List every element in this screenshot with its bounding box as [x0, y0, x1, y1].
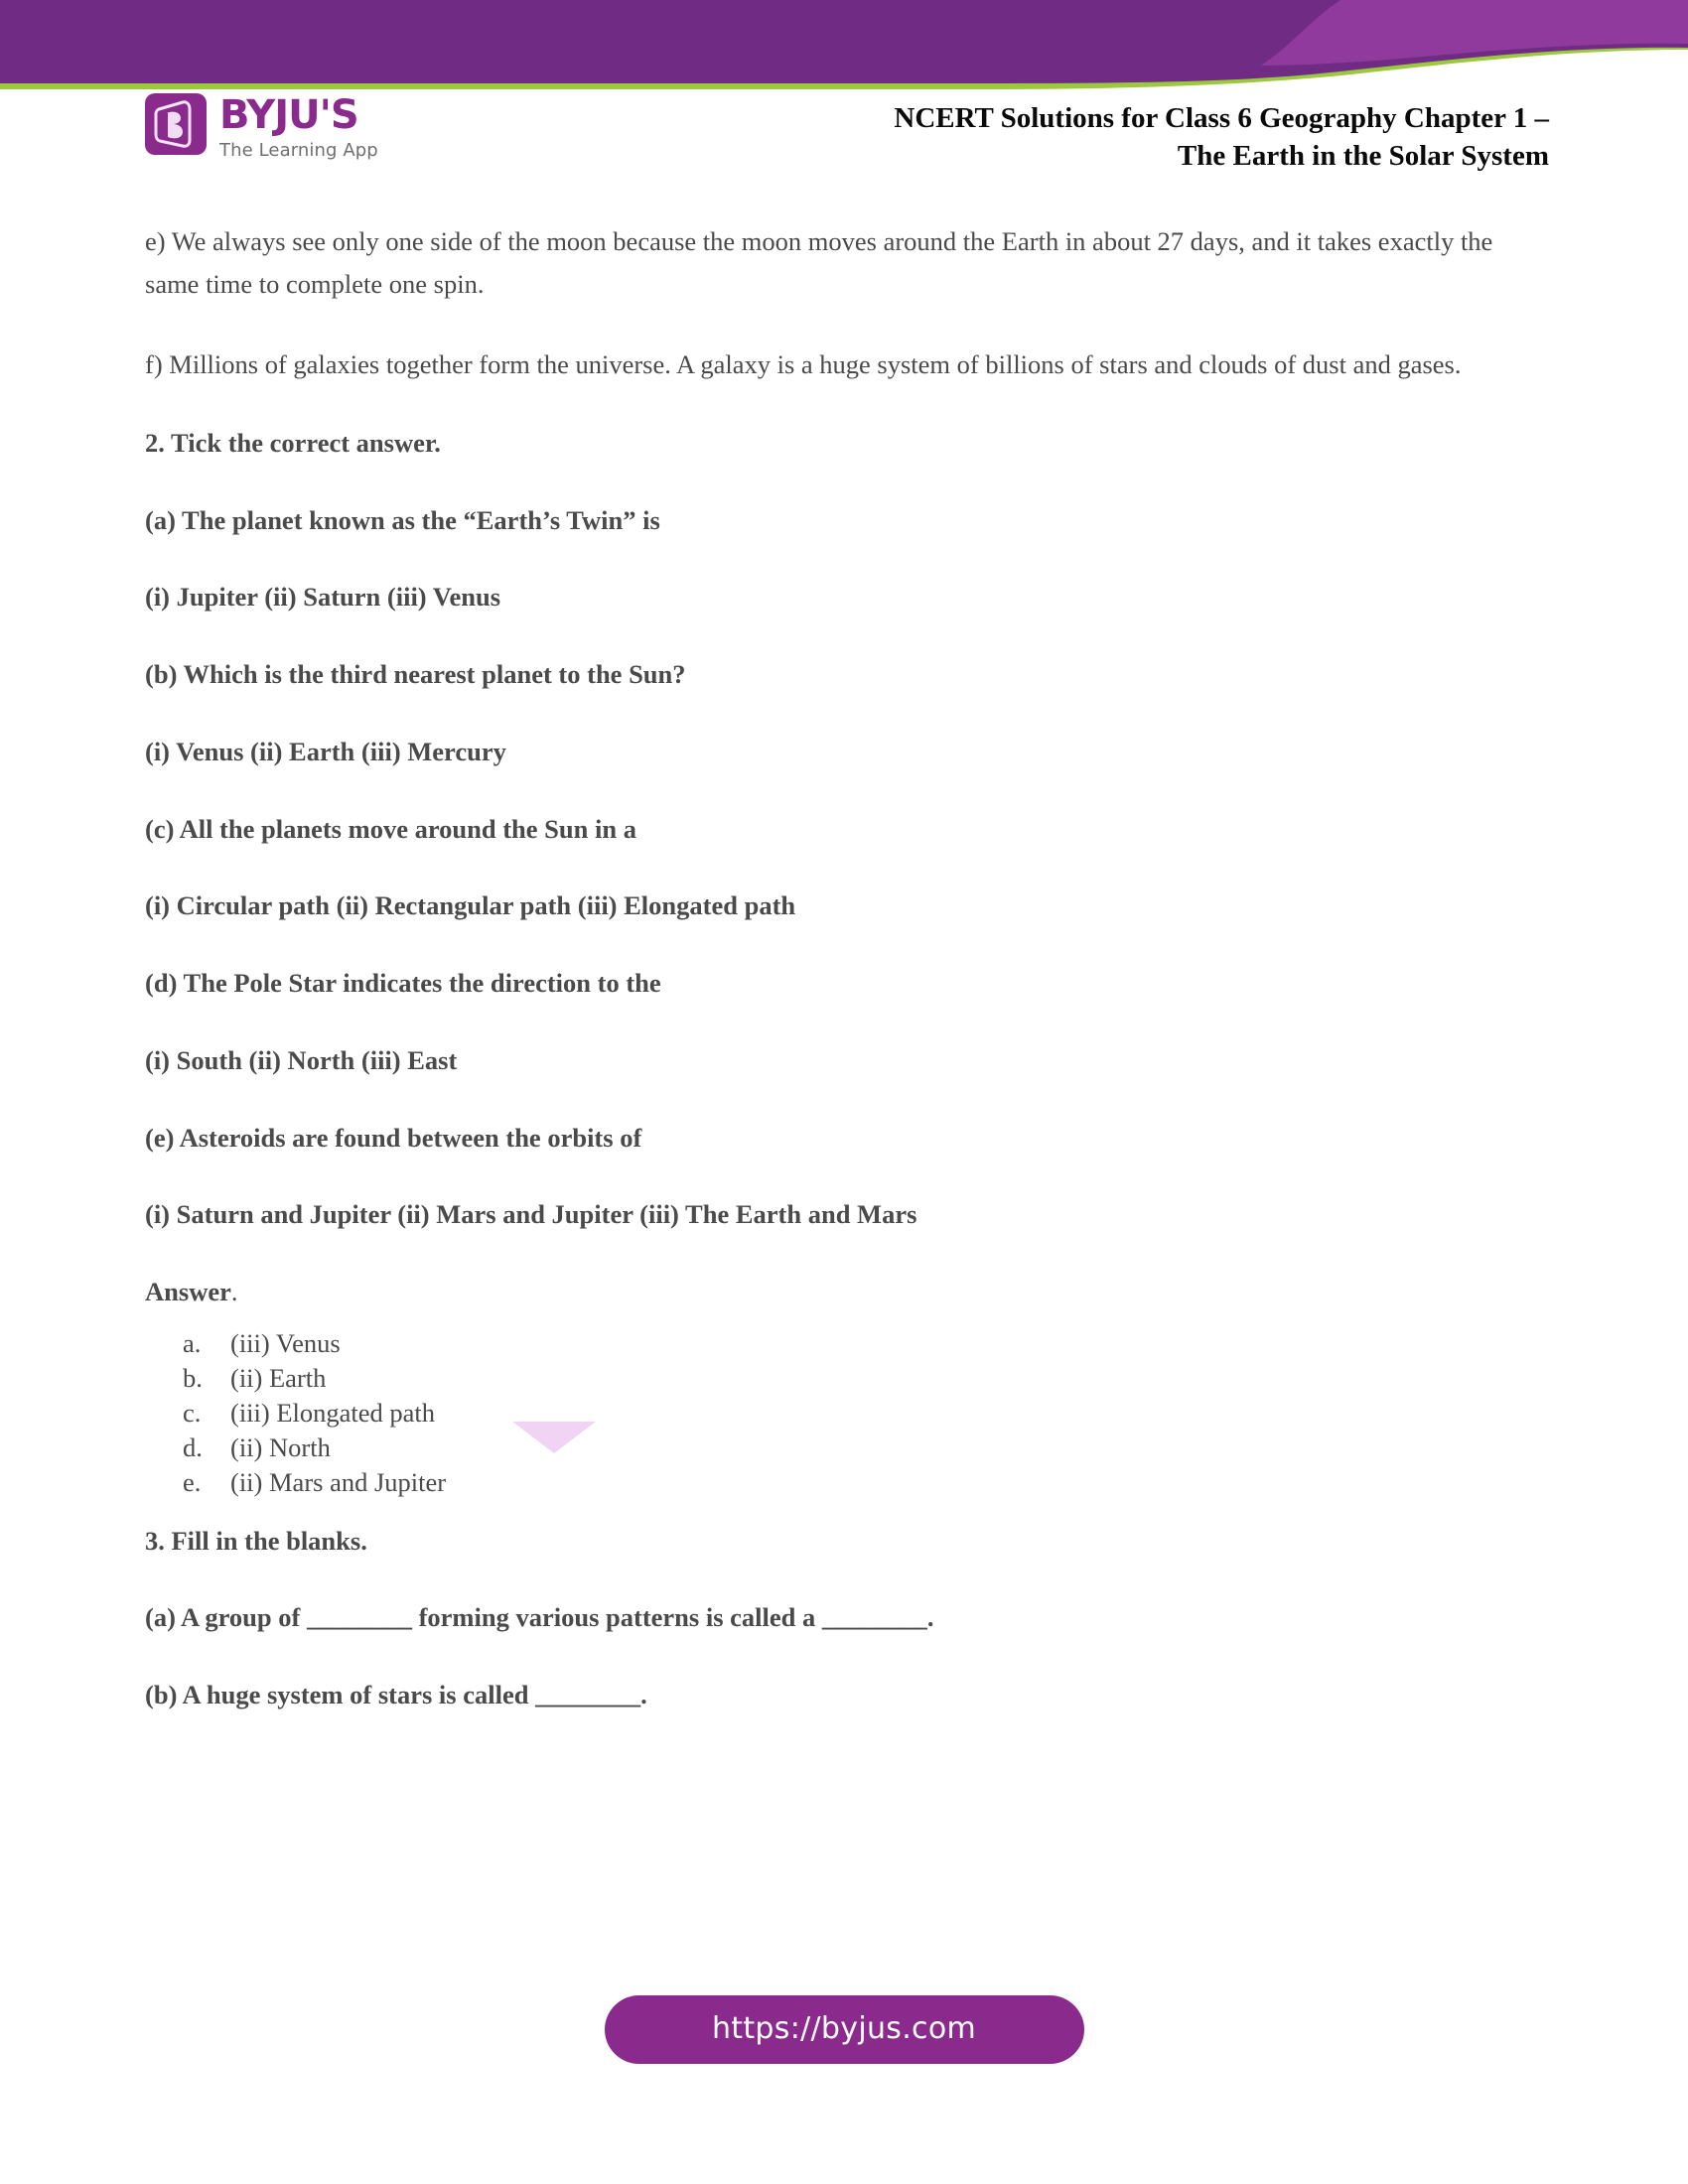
question-b-options: (i) Venus (ii) Earth (iii) Mercury [145, 736, 506, 766]
list-item [145, 1396, 1535, 1431]
list-item-text: (ii) Earth [230, 1362, 327, 1393]
list-item-marker: b. [183, 1362, 203, 1393]
list-item-text: (ii) North [230, 1432, 331, 1462]
list-item [145, 1326, 1535, 1361]
list-item [145, 1431, 1535, 1465]
question-a: (a) The planet known as the “Earth’s Twin” is [145, 504, 660, 535]
list-item-text: (iii) Elongated path [230, 1397, 436, 1428]
fill-blank-a: (a) A group of ________ forming various patterns is called a ________. [145, 1602, 934, 1633]
paragraph-e: e) We always see only one side of the moon because the moon moves around the Earth in about 27 days, and it takes exactly the same time to complete one spin. [145, 226, 1493, 299]
answer-list [145, 1326, 1535, 1500]
fill-blank-b: (b) A huge system of stars is called ________. [145, 1680, 647, 1710]
question-a-options: (i) Jupiter (ii) Saturn (iii) Venus [145, 582, 501, 613]
byjus-url-button[interactable]: https://byjus.com [605, 1995, 1084, 2064]
list-item [145, 1361, 1535, 1396]
list-item [145, 1465, 1535, 1500]
list-item-text: (iii) Venus [230, 1327, 341, 1358]
byjus-logo-wordmark: BYJU'S [219, 92, 358, 138]
question-d: (d) The Pole Star indicates the direction to the [145, 968, 661, 999]
list-item-marker: e. [183, 1466, 202, 1497]
question-e-options: (i) Saturn and Jupiter (ii) Mars and Jupiter (iii) The Earth and Mars [145, 1199, 917, 1230]
list-item-marker: a. [183, 1327, 202, 1358]
page-footer [0, 1995, 1688, 2064]
document-title-line-1: NCERT Solutions for Class 6 Geography Chapter 1 – [894, 102, 1549, 134]
list-item-text: (ii) Mars and Jupiter [230, 1466, 447, 1497]
answer-label-punct: . [230, 1277, 238, 1307]
section-2-heading: 2. Tick the correct answer. [145, 427, 441, 458]
answer-label-text: Answer [145, 1277, 231, 1307]
byjus-logo-tagline: The Learning App [219, 140, 378, 161]
list-item-marker: c. [183, 1397, 202, 1428]
byjus-logo[interactable] [145, 93, 378, 160]
document-title [894, 99, 1549, 176]
answer-label [145, 1273, 1535, 1312]
question-c: (c) All the planets move around the Sun in a [145, 813, 636, 844]
page-header [0, 71, 1688, 181]
question-e: (e) Asteroids are found between the orbits of [145, 1122, 642, 1153]
paragraph-f: f) Millions of galaxies together form the universe. A galaxy is a huge system of billions of stars and clouds of dust and gases. [145, 348, 1462, 379]
document-body [145, 220, 1535, 1753]
section-3-heading: 3. Fill in the blanks. [145, 1525, 367, 1556]
list-item-marker: d. [183, 1432, 203, 1462]
question-d-options: (i) South (ii) North (iii) East [145, 1044, 458, 1075]
document-title-line-2: The Earth in the Solar System [1177, 140, 1549, 173]
question-c-options: (i) Circular path (ii) Rectangular path (iii) Elongated path [145, 890, 796, 921]
byjus-logo-mark-icon [145, 93, 207, 155]
question-b: (b) Which is the third nearest planet to the Sun? [145, 659, 686, 690]
